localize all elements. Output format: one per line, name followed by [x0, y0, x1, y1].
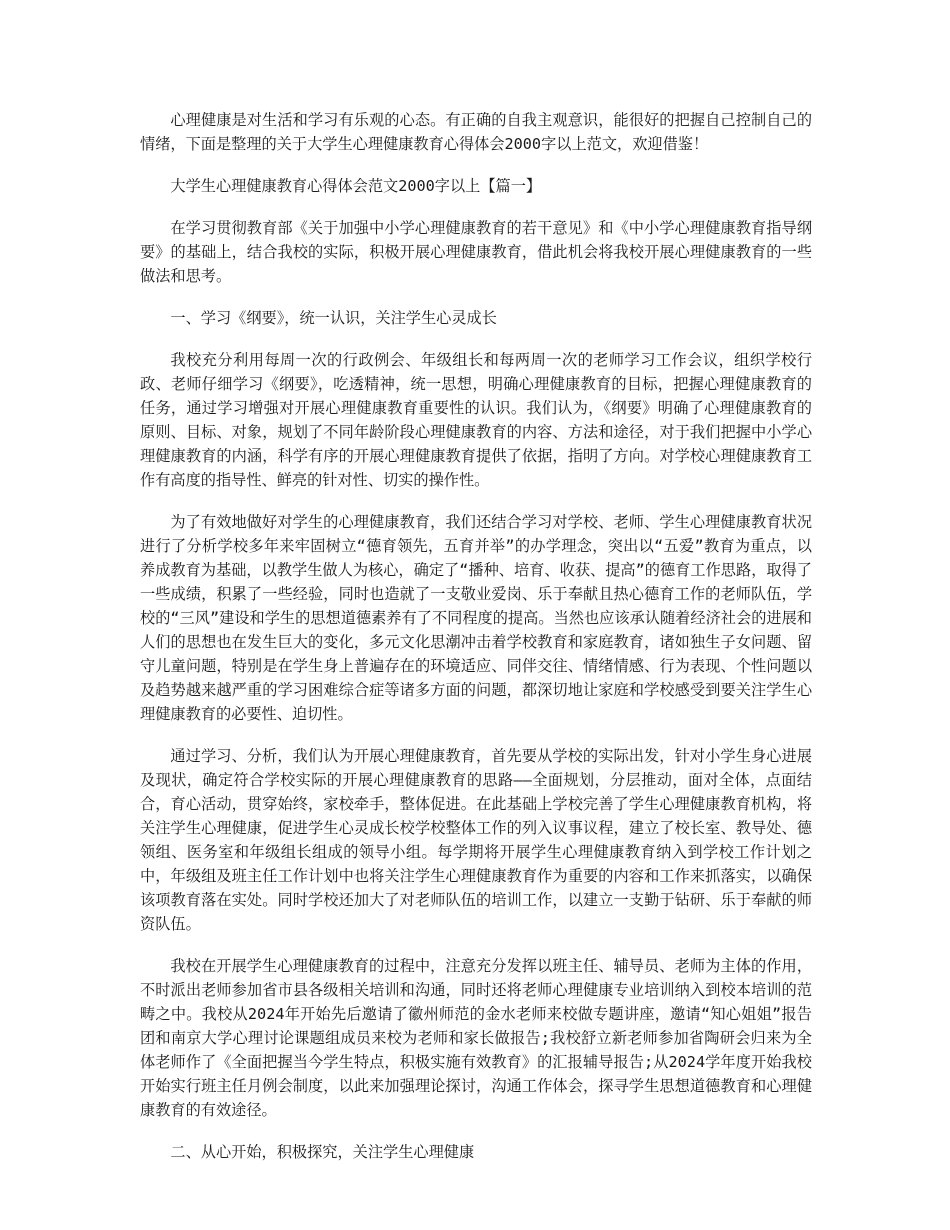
section-heading-2: 二、从心开始，积极探究，关注学生心理健康 — [170, 1143, 475, 1161]
section-heading-1: 一、学习《纲要》，统一认识，关注学生心灵成长 — [170, 309, 497, 327]
body-paragraph: 我校充分利用每周一次的行政例会、年级组长和每两周一次的老师学习工作会议，组织学校行政、老师仔细学习《纲要》，吃透精神，统一思想，明确心理健康教育的目标，把握心理健康教育的任务，通过学习增强对开展心理健康教育重要性的认识。我们认为，《纲要》明确了心理健康教育的原则、目标、对象，规划了不同年龄阶段心理健康教育的内容、方法和途径，对于我们把握中小学心理健康教育的内涵，科学有序的开展心理健康教育提供了依据，指明了方向。对学校心理健康教育工作有高度的指导性、鲜亮的针对性、切实的操作性。 — [140, 351, 812, 489]
body-paragraph: 为了有效地做好对学生的心理健康教育，我们还结合学习对学校、老师、学生心理健康教育状况进行了分析学校多年来牢固树立“德育领先，五育并举”的办学理念，突出以“五爱”教育为重点，以养成教育为基础，以教学生做人为核心，确定了“播种、培育、收获、提高”的德育工作思路，取得了一些成绩，积累了一些经验，同时也造就了一支敬业爱岗、乐于奉献且热心德育工作的老师队伍，学校的“三风”建设和学生的思想道德素养有了不同程度的提高。当然也应该承认随着经济社会的进展和人们的思想也在发生巨大的变化，多元文化思潮冲击着学校教育和家庭教育，诸如独生子女问题、留守儿童问题，特别是在学生身上普遍存在的环境适应、同伴交往、情绪情感、行为表现、个性问题以及趋势越来越严重的学习困难综合症等诸多方面的问题，都深切地让家庭和学校感受到要关注学生心理健康教育的必要性、迫切性。 — [140, 513, 812, 723]
article-title: 大学生心理健康教育心得体会范文2000字以上【篇一】 — [170, 177, 542, 195]
document-body — [140, 108, 812, 1182]
intro-paragraph: 心理健康是对生活和学习有乐观的心态。有正确的自我主观意识，能很好的把握自己控制自己的情绪，下面是整理的关于大学生心理健康教育心得体会2000字以上范文，欢迎借鉴！ — [140, 111, 812, 153]
body-paragraph: 我校在开展学生心理健康教育的过程中，注意充分发挥以班主任、辅导员、老师为主体的作用，不时派出老师参加省市县各级相关培训和沟通，同时还将老师心理健康专业培训纳入到校本培训的范畴之中。我校从2024年开始先后邀请了徽州师范的金水老师来校做专题讲座，邀请“知心姐姐”报告团和南京大学心理讨论课题组成员来校为老师和家长做报告;我校舒立新老师参加省陶研会归来为全体老师作了《全面把握当今学生特点，积极实施有效教育》的汇报辅导报告;从2024学年度开始我校开始实行班主任月例会制度，以此来加强理论探讨，沟通工作体会，探寻学生思想道德教育和心理健康教育的有效途径。 — [140, 957, 812, 1119]
opening-paragraph: 在学习贯彻教育部《关于加强中小学心理健康教育的若干意见》和《中小学心理健康教育指导纲要》的基础上，结合我校的实际，积极开展心理健康教育，借此机会将我校开展心理健康教育的一些做法和思考。 — [140, 219, 812, 285]
body-paragraph: 通过学习、分析，我们认为开展心理健康教育，首先要从学校的实际出发，针对小学生身心进展及现状，确定符合学校实际的开展心理健康教育的思路——全面规划，分层推动，面对全体，点面结合，育心活动，贯穿始终，家校牵手，整体促进。在此基础上学校完善了学生心理健康教育机构，将关注学生心理健康，促进学生心灵成长校学校整体工作的列入议事议程，建立了校长室、教导处、德领组、医务室和年级组长组成的领导小组。每学期将开展学生心理健康教育纳入到学校工作计划之中，年级组及班主任工作计划中也将关注学生心理健康教育作为重要的内容和工作来抓落实，以确保该项教育落在实处。同时学校还加大了对老师队伍的培训工作，以建立一支勤于钻研、乐于奉献的师资队伍。 — [140, 747, 812, 933]
